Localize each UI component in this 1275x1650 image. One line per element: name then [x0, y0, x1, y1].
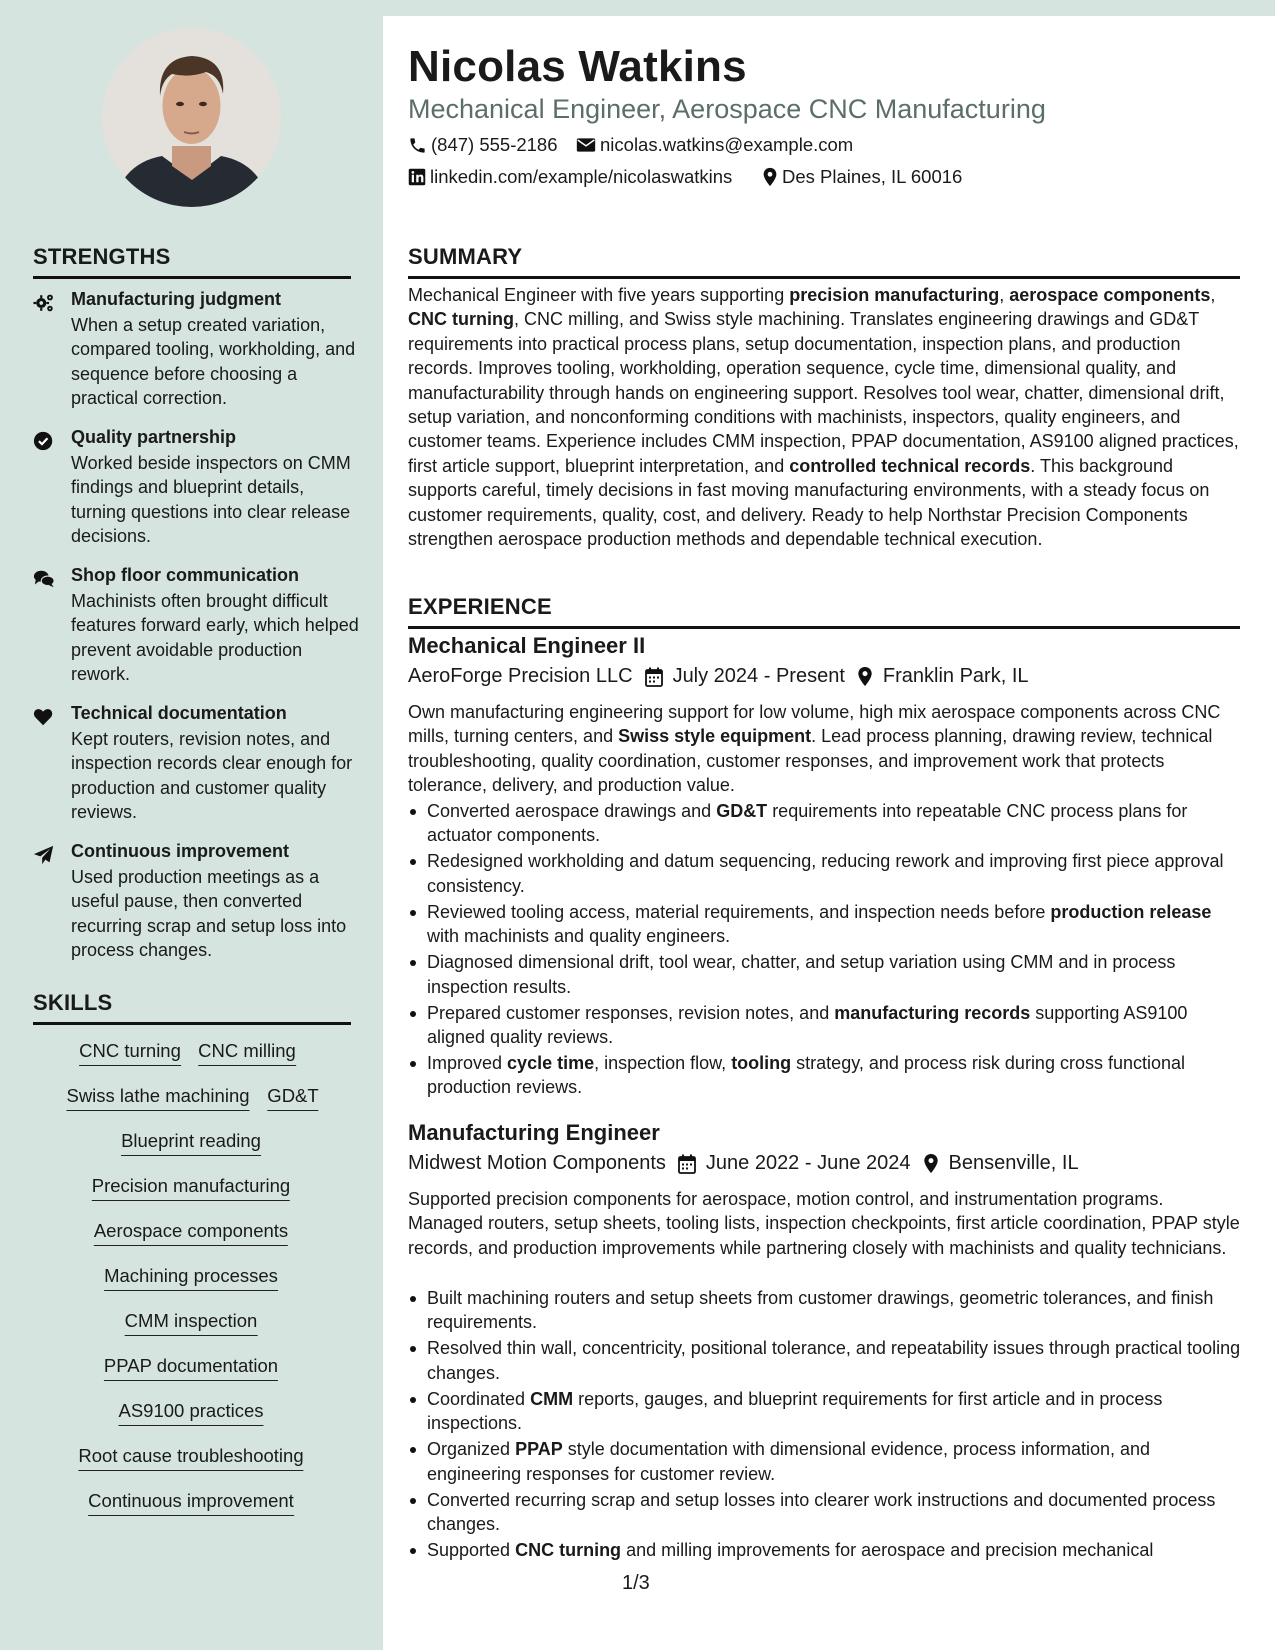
phone-contact: [408, 134, 558, 156]
bullet-item: Redesigned workholding and datum sequencing, reducing rework and improving first piece approval consistency.: [408, 849, 1243, 898]
skill-tag: PPAP documentation: [104, 1355, 278, 1381]
bullet-item: Converted aerospace drawings and GD&T requirements into repeatable CNC process plans for actuator components.: [408, 799, 1243, 848]
job-description: Supported precision components for aerospace, motion control, and instrumentation programs. Managed routers, setup sheets, tooling lists, inspection checkpoints, first article coordination, PPAP style records, and production improvements while partnering closely with machinists and quality technicians.: [408, 1189, 1240, 1258]
emphasis-text: manufacturing records: [834, 1002, 1031, 1023]
emphasis-text: Swiss style equipment: [618, 726, 812, 747]
skill-tag: Swiss lathe machining: [66, 1085, 249, 1111]
bullet-item: Reviewed tooling access, material requirements, and inspection needs before production release with machinists and quality engineers.: [408, 900, 1243, 949]
emphasis-text: aerospace components: [1009, 285, 1211, 305]
candidate-name: Nicolas Watkins: [408, 42, 747, 91]
candidate-title: Mechanical Engineer, Aerospace CNC Manufacturing: [408, 94, 1046, 124]
heart-icon: [33, 706, 55, 728]
experience-heading: EXPERIENCE: [408, 594, 1240, 629]
check-circle-icon: [33, 430, 55, 452]
phone-number: (847) 555-2186: [431, 134, 558, 155]
skill-tag: Continuous improvement: [88, 1490, 294, 1516]
company-name: AeroForge Precision LLC: [408, 665, 633, 687]
emphasis-text: tooling: [731, 1053, 792, 1074]
bullet-item: Diagnosed dimensional drift, tool wear, chatter, and setup variation using CMM and in process inspection results.: [408, 950, 1243, 999]
gears-icon: [33, 292, 55, 314]
bullet-item: Organized PPAP style documentation with dimensional evidence, process information, and engineering responses for customer review.: [408, 1437, 1243, 1486]
skill-tag: CNC turning: [79, 1040, 181, 1066]
strength-desc: Worked beside inspectors on CMM findings and blueprint details, turning questions into clear release decisions.: [71, 453, 351, 547]
emphasis-text: CNC turning: [408, 309, 514, 330]
email-address[interactable]: nicolas.watkins@example.com: [600, 134, 854, 155]
strength-desc: Machinists often brought difficult features forward early, which helped prevent avoidable production rework.: [71, 591, 359, 685]
bullet-item: Supported CNC turning and milling improvements for aerospace and precision mechanical: [408, 1538, 1243, 1562]
bullet-item: Prepared customer responses, revision notes, and manufacturing records supporting AS9100 aligned quality reviews.: [408, 1001, 1243, 1050]
bullet-item: Converted recurring scrap and setup losses into clearer work instructions and documented process changes.: [408, 1488, 1243, 1537]
skill-tag: AS9100 practices: [118, 1400, 263, 1426]
strength-title: Continuous improvement: [71, 841, 290, 861]
skill-tag: Precision manufacturing: [92, 1175, 290, 1201]
envelope-icon: [576, 137, 596, 153]
emphasis-text: CMM: [530, 1388, 574, 1409]
job-meta: [408, 1152, 1079, 1175]
skills-heading: SKILLS: [33, 990, 351, 1025]
emphasis-text: cycle time: [507, 1053, 595, 1074]
summary-heading: SUMMARY: [408, 244, 1240, 279]
strengths-heading: STRENGTHS: [33, 244, 351, 279]
emphasis-text: controlled technical records: [789, 455, 1031, 476]
bullet-item: Built machining routers and setup sheets from customer drawings, geometric tolerances, and finish requirements.: [408, 1286, 1243, 1335]
strength-desc: Kept routers, revision notes, and inspection records clear enough for production and customer quality reviews.: [71, 729, 353, 823]
bullet-item: Improved cycle time, inspection flow, tooling strategy, and process risk during cross functional production reviews.: [408, 1051, 1243, 1100]
job-location: Bensenville, IL: [948, 1152, 1079, 1174]
page-number: 1/3: [622, 1572, 650, 1594]
job-title: Mechanical Engineer II: [408, 633, 646, 658]
email-contact: [576, 134, 853, 156]
linkedin-contact: [408, 166, 732, 188]
strength-desc: Used production meetings as a useful pause, then converted recurring scrap and setup loss into process changes.: [71, 867, 347, 961]
summary-text: Mechanical Engineer with five years supporting precision manufacturing, aerospace components, CNC turning, CNC milling, and Swiss style machining. Translates engineering drawings and GD&T requirements into practical process plans, setup documentation, inspection plans, and production records. Improves tooling, workholding, operation sequence, cycle time, dimensional quality, and manufacturability through hands on engineering support. Resolves tool wear, chatter, dimensional drift, setup variation, and nonconforming conditions with machinists, inspectors, quality engineers, and customer teams. Experience includes CMM inspection, PPAP documentation, AS9100 aligned practices, first article support, blueprint interpretation, and controlled technical records. This background supports careful, timely decisions in fast moving manufacturing environments, with a steady focus on customer requirements, quality, cost, and delivery. Ready to help Northstar Precision Components strengthen aerospace production methods and dependable technical execution.: [408, 285, 1239, 550]
strength-title: Technical documentation: [71, 703, 287, 723]
job-bullets: [408, 1286, 1243, 1564]
location-contact: [762, 166, 962, 188]
job-location: Franklin Park, IL: [882, 665, 1029, 687]
emphasis-text: GD&T: [716, 801, 768, 821]
skill-tag: Blueprint reading: [121, 1130, 261, 1156]
bullet-item: Coordinated CMM reports, gauges, and blueprint requirements for first article and in process inspections.: [408, 1387, 1243, 1436]
phone-icon: [408, 136, 427, 155]
skill-tag: Machining processes: [104, 1265, 278, 1291]
linkedin-url[interactable]: linkedin.com/example/nicolaswatkins: [430, 166, 733, 187]
calendar-icon: [678, 1154, 696, 1174]
skill-tag: Root cause troubleshooting: [78, 1445, 303, 1471]
strength-title: Shop floor communication: [71, 565, 299, 585]
emphasis-text: production release: [1050, 901, 1212, 922]
skill-tag: CMM inspection: [125, 1310, 258, 1336]
paper-plane-icon: [33, 844, 55, 866]
map-marker-icon: [762, 167, 778, 187]
job-bullets: [408, 799, 1243, 1101]
job-meta: [408, 665, 1029, 688]
strength-title: Manufacturing judgment: [71, 289, 281, 309]
emphasis-text: precision manufacturing: [789, 285, 1000, 305]
job-title: Manufacturing Engineer: [408, 1120, 660, 1145]
comments-icon: [33, 568, 55, 590]
emphasis-text: PPAP: [515, 1439, 563, 1460]
skill-tag: CNC milling: [198, 1040, 296, 1066]
map-marker-icon: [923, 1153, 939, 1174]
calendar-icon: [645, 667, 663, 687]
profile-photo: [102, 28, 281, 207]
strength-desc: When a setup created variation, compared tooling, workholding, and sequence before choosing a practical correction.: [71, 315, 356, 409]
map-marker-icon: [857, 666, 873, 687]
job-dates: June 2022 - June 2024: [705, 1152, 911, 1174]
job-dates: July 2024 - Present: [672, 665, 845, 687]
skill-tag: Aerospace components: [94, 1220, 288, 1246]
job-description: Own manufacturing engineering support for low volume, high mix aerospace components across CNC mills, turning centers, and Swiss style equipment. Lead process planning, drawing review, technical troubleshooting, quality coordination, customer responses, and improvement work that protects tolerance, delivery, and production value.: [408, 702, 1221, 796]
location-text: Des Plaines, IL 60016: [782, 166, 963, 187]
bullet-item: Resolved thin wall, concentricity, positional tolerance, and repeatability issues through practical tooling changes.: [408, 1336, 1243, 1385]
strength-title: Quality partnership: [71, 427, 237, 447]
emphasis-text: CNC turning: [515, 1540, 622, 1561]
linkedin-icon: [408, 168, 426, 186]
company-name: Midwest Motion Components: [408, 1152, 666, 1174]
skill-tag: GD&T: [267, 1085, 318, 1111]
